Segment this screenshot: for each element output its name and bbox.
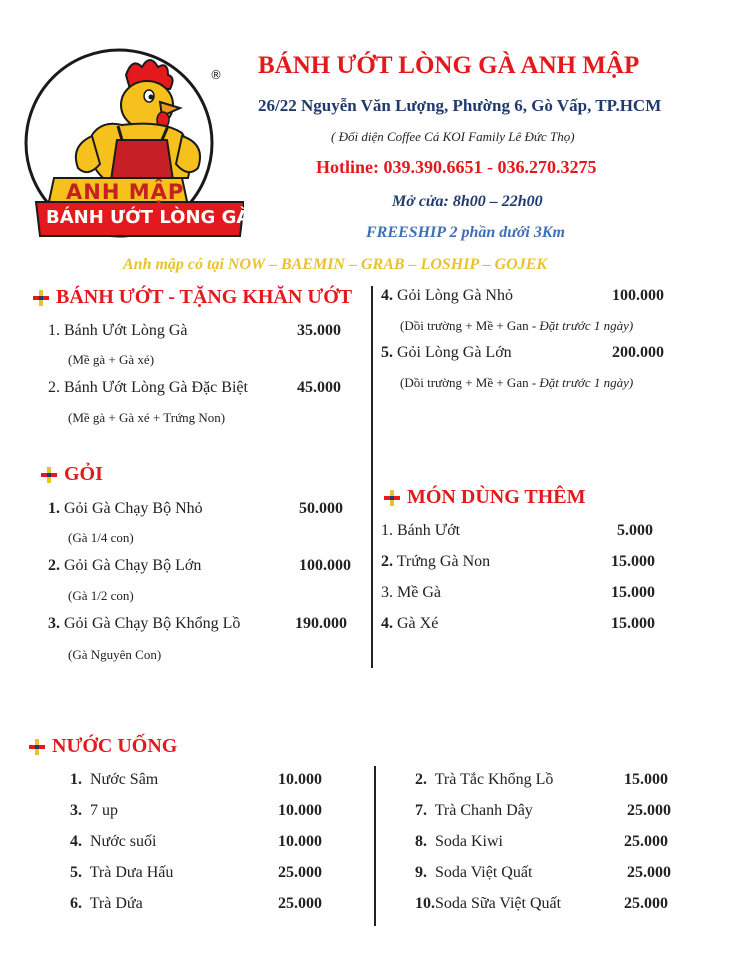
restaurant-logo [22, 40, 251, 250]
registered-mark: ® [210, 68, 222, 82]
item-number: 4. [381, 615, 393, 632]
drink-item [415, 833, 503, 851]
section-goi-heading [40, 463, 103, 486]
drink-item [415, 771, 553, 789]
item-price: 10.000 [278, 833, 322, 850]
item-price: 50.000 [299, 500, 343, 517]
item-number: 6. [70, 895, 82, 912]
item-price: 25.000 [624, 833, 668, 850]
item-price: 10.000 [278, 771, 322, 788]
item-price: 15.000 [611, 553, 655, 570]
menu-item [381, 522, 460, 540]
item-name: Mề Gà [397, 584, 441, 601]
item-name: Bánh Ướt [397, 522, 461, 539]
item-number: 3. [48, 615, 60, 632]
menu-item [48, 557, 201, 575]
hotline: Hotline: 039.390.6651 - 036.270.3275 [316, 157, 597, 177]
section-banh-uot-title: BÁNH ƯỚT - TẶNG KHĂN ƯỚT [56, 286, 353, 308]
item-price: 15.000 [611, 615, 655, 632]
item-name: Soda Việt Quất [435, 864, 533, 881]
item-note: (Gà 1/4 con) [68, 530, 134, 545]
item-note [400, 375, 633, 391]
item-note: (Gà Nguyên Con) [68, 647, 162, 662]
item-number: 1. [70, 771, 82, 788]
drink-item [415, 864, 532, 882]
section-mon-them-title: MÓN DÙNG THÊM [407, 486, 586, 508]
item-note-plain: (Dồi trường + Mề + Gan - [400, 318, 540, 333]
item-number: 2. [48, 379, 60, 396]
section-banh-uot-heading [32, 286, 352, 309]
item-number: 3. [70, 802, 82, 819]
item-number: 2. [415, 771, 427, 788]
item-price: 25.000 [278, 895, 322, 912]
column-divider [374, 766, 376, 926]
drink-item [415, 895, 561, 913]
menu-item [48, 615, 240, 633]
item-price: 100.000 [299, 557, 351, 574]
section-plus-icon [28, 738, 46, 756]
item-price: 5.000 [617, 522, 653, 539]
drink-item [70, 895, 143, 913]
item-note-italic: Đặt trước 1 ngày) [539, 375, 634, 390]
item-number: 10. [415, 895, 435, 912]
logo-text-banh-uot: BÁNH ƯỚT LÒNG GÀ [46, 207, 251, 228]
item-number: 2. [48, 557, 60, 574]
item-price: 10.000 [278, 802, 322, 819]
section-goi-title: GỎI [64, 463, 103, 485]
item-name: Gỏi Gà Chạy Bộ Nhỏ [64, 500, 203, 517]
menu-item [48, 322, 188, 340]
opening-hours: Mở cửa: 8h00 – 22h00 [392, 193, 543, 210]
item-number: 4. [381, 287, 393, 304]
item-price: 190.000 [295, 615, 347, 632]
menu-item [381, 553, 490, 571]
item-price: 35.000 [297, 322, 341, 339]
item-name: Gà Xé [397, 615, 439, 632]
item-note: (Mề gà + Gà xé) [68, 352, 155, 367]
restaurant-address: 26/22 Nguyễn Văn Lượng, Phường 6, Gò Vấp, TP.HCM [258, 96, 662, 115]
menu-item [48, 379, 248, 397]
item-note-plain: (Dồi trường + Mề + Gan - [400, 375, 540, 390]
item-name: Nước suối [90, 833, 157, 850]
drink-item [70, 802, 118, 820]
item-name: Trà Tắc Khổng Lồ [434, 771, 554, 788]
item-name: Gỏi Gà Chạy Bộ Lớn [64, 557, 202, 574]
item-number: 9. [415, 864, 427, 881]
restaurant-title: BÁNH ƯỚT LÒNG GÀ ANH MẬP [258, 52, 640, 79]
section-plus-icon [32, 289, 50, 307]
item-name: Gỏi Lòng Gà Lớn [397, 344, 512, 361]
item-name: Bánh Ướt Lòng Gà Đặc Biệt [64, 379, 248, 396]
item-name: Trứng Gà Non [396, 553, 491, 570]
item-name: Soda Sữa Việt Quất [435, 895, 562, 912]
drink-item [70, 864, 173, 882]
item-note: (Mề gà + Gà xé + Trứng Non) [68, 410, 226, 425]
item-name: Bánh Ướt Lòng Gà [64, 322, 188, 339]
item-number: 1. [48, 500, 60, 517]
item-number: 1. [381, 522, 393, 539]
item-name: Trà Dưa Hấu [89, 864, 174, 881]
item-number: 3. [381, 584, 393, 601]
item-number: 8. [415, 833, 427, 850]
item-price: 25.000 [627, 802, 671, 819]
drink-item [415, 802, 533, 820]
item-number: 7. [415, 802, 427, 819]
column-divider [371, 286, 373, 668]
section-nuoc-uong-title: NƯỚC UỐNG [52, 735, 178, 757]
item-name: Nước Sâm [90, 771, 159, 788]
drink-item [70, 771, 158, 789]
item-name: Soda Kiwi [435, 833, 503, 850]
menu-item [381, 584, 441, 602]
item-price: 15.000 [624, 771, 668, 788]
item-number: 4. [70, 833, 82, 850]
menu-item [381, 287, 513, 305]
freeship-note: FREESHIP 2 phần dưới 3Km [366, 224, 565, 241]
item-price: 45.000 [297, 379, 341, 396]
section-plus-icon [383, 489, 401, 507]
item-price: 25.000 [624, 895, 668, 912]
item-name: Gỏi Lòng Gà Nhỏ [397, 287, 513, 304]
item-number: 5. [70, 864, 82, 881]
item-number: 2. [381, 553, 393, 570]
item-number: 1. [48, 322, 60, 339]
item-price: 25.000 [278, 864, 322, 881]
logo-text-anh-map: ANH MẬP [66, 180, 185, 204]
menu-item [381, 615, 438, 633]
address-landmark: ( Đối diện Coffee Cá KOI Family Lê Đức Thọ) [331, 129, 575, 144]
item-name: 7 up [90, 802, 118, 819]
section-nuoc-uong-heading [28, 735, 177, 758]
item-price: 15.000 [611, 584, 655, 601]
drink-item [70, 833, 156, 851]
item-note: (Gà 1/2 con) [68, 588, 134, 603]
item-price: 25.000 [627, 864, 671, 881]
item-price: 200.000 [612, 344, 664, 361]
item-name: Gỏi Gà Chạy Bộ Khổng Lồ [64, 615, 241, 632]
menu-item [381, 344, 512, 362]
item-note [400, 318, 633, 334]
menu-item [48, 500, 203, 518]
section-plus-icon [40, 466, 58, 484]
item-price: 100.000 [612, 287, 664, 304]
item-number: 5. [381, 344, 393, 361]
item-name: Trà Dứa [89, 895, 143, 912]
delivery-apps: Anh mập có tại NOW – BAEMIN – GRAB – LOSHIP – GOJEK [123, 256, 548, 273]
item-note-italic: Đặt trước 1 ngày) [539, 318, 634, 333]
item-name: Trà Chanh Dây [434, 802, 533, 819]
section-mon-them-heading [383, 486, 586, 509]
